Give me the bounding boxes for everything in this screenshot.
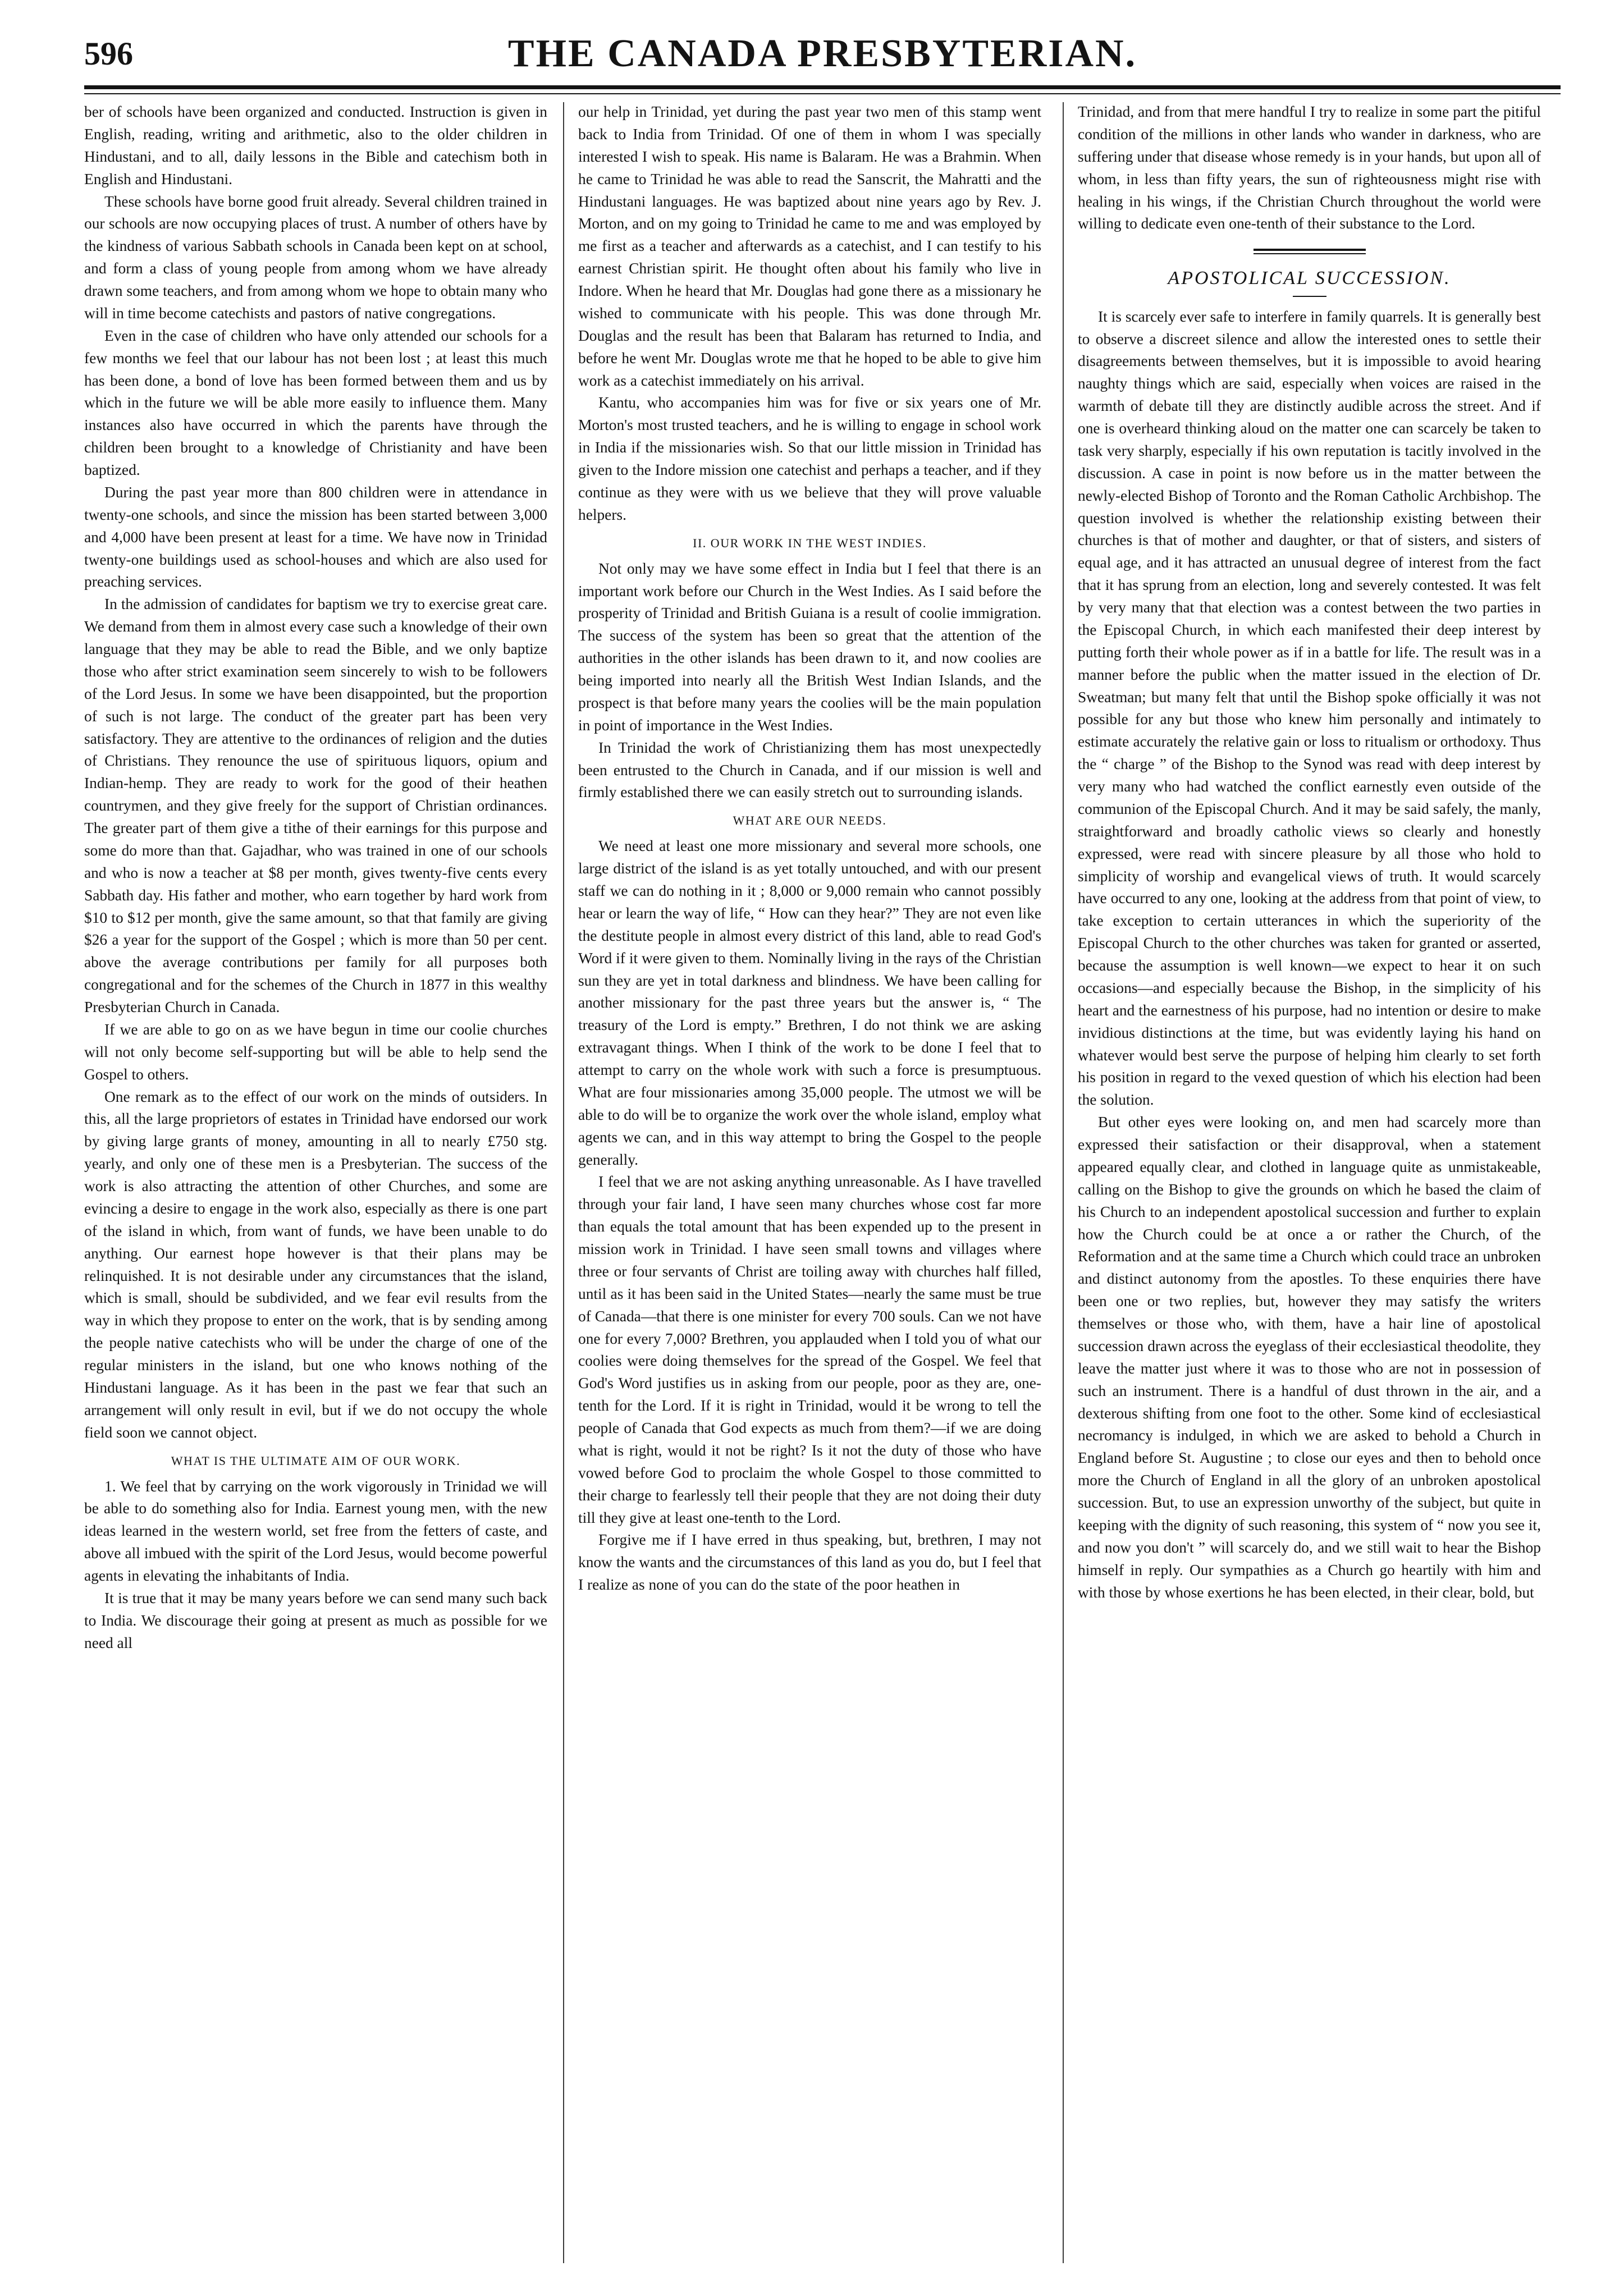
column-divider <box>1063 102 1064 2263</box>
paragraph: Forgive me if I have erred in thus speaking, but, brethren, I may not know the wants and the circumstances of this land as you do, but I feel that I realize as none of you can do the state of the poor heathen in <box>578 1531 1041 1594</box>
paragraph: In the admission of candidates for baptism we try to exercise great care. We demand from them in almost every case such a knowledge of their own language that they may be able to read the Bible, and we only baptize those who after strict examination seem sincerely to wish to be followers of the Lord Jesus. In some we have been disappointed, but the proportion of such is not large. The conduct of the greater part has been very satisfactory. They are attentive to the ordinances of religion and the duties of Christians. They renounce the use of spirituous liquors, opium and Indian-hemp. They are ready to work for the good of their heathen countrymen, and they give freely for the support of Christian ordinances. The greater part of them give a tithe of their earnings for this purpose and some do more than that. Gajadhar, who was trained in one of our schools and who is now a teacher at $8 per month, gives twenty-five cents every Sabbath day. His father and mother, who earn together by hard work from $10 to $12 per month, give the same amount, so that that family are giving $26 a year for the support of the Gospel ; which is more than 50 per cent. above the average contributions per family for all purposes both congregational and for the schemes of the Church in 1877 in this wealthy Presbyterian Church in Canada. <box>84 596 547 1015</box>
masthead-title: THE CANADA PRESBYTERIAN. <box>507 32 1137 75</box>
paragraph: But other eyes were looking on, and men had scarcely more than expressed their satisfaction or their disapproval, when a statement appeared equally clear, and clothed in language quite as unmistakeable, calling on the Bishop to give the grounds on which he based the claim of his Church to an independent apostolical succession and further to explain how the Church could be at once a or rather the Church, of the Reformation and at the same time a Church which could trace an unbroken and distinct autonomy from the apostles. To these enquiries there have been one or two replies, but, however they may satisfy the writers themselves or those who, with them, have a hair line of apostolical succession drawn across the eyeglass of their ecclesiastical theodolite, they leave the matter just where it was to those who are not in possession of such an instrument. There is a handful of dust thrown in the air, and a dexterous shifting from one foot to the other. Some kind of ecclesiastical necromancy is indulged, in which we are asked to behold a Church in England before St. Augustine ; to close our eyes and then to behold once more the Church of England in all the glory of an unbroken apostolical succession. But, to use an expression unworthy of the subject, but quite in keeping with the dignity of such reasoning, this system of “ now you see it, and now you don't ” will scarcely do, and we still wait to hear the Bishop himself in reply. Our sympathies as a Church go heartily with him and with those by whose exertions he has been elected, in their clear, bold, but <box>1078 1114 1541 1601</box>
paragraph: If we are able to go on as we have begun in time our coolie churches will not only become self-supporting but will be able to help send the Gospel to others. <box>84 1020 547 1083</box>
article-title: APOSTOLICAL SUCCESSION. <box>1168 268 1451 289</box>
article-separator-rule <box>1254 253 1366 254</box>
paragraph: During the past year more than 800 children were in attendance in twenty-one schools, and since the mission has been started between 3,000 and 4,000 have been present at least for a time. We have now in Trinidad twenty-one buildings used as school-houses and which are also used for preaching services. <box>84 483 547 590</box>
paragraph: I feel that we are not asking anything unreasonable. As I have travelled through your fair land, I have seen many churches whose cost far more than equals the total amount that has been expended up to the present in mission work in Trinidad. I have seen small towns and villages where three or four servants of Christ are toiling away with churches half filled, until as it has been said in the United States—nearly the same must be true of Canada—that there is one minister for every 700 souls. Can we not have one for every 7,000? Brethren, you applauded when I told you of what our coolies were doing themselves for the spread of the Gospel. We feel that God's Word justifies us in asking from our people, poor as they are, one-tenth for the Lord. If it is right in Trinidad, would it be wrong to tell the people of Canada that God expects as much from them?—if we are doing what is right, would it not be right? Is it not the duty of those who have vowed before God to proclaim the whole Gospel to those committed to their charge to fearlessly tell their people that they are not doing their duty till they give at least one-tenth to the Lord. <box>578 1173 1041 1526</box>
column-1 <box>84 101 547 2268</box>
paragraph: 1. We feel that by carrying on the work vigorously in Trinidad we will be able to do something also for India. Earnest young men, with the new ideas learned in the western world, set free from the fetters of caste, and above all imbued with the spirit of the Lord Jesus, would become powerful agents in elevating the inhabitants of India. <box>84 1477 547 1584</box>
paragraph: Even in the case of children who have only attended our schools for a few months we feel that our labour has not been lost ; at least this much has been done, a bond of love has been formed between them and us by which in the future we will be able more easily to influence them. Many instances also have occurred in which the parents have through the children been brought to a knowledge of Christianity and have been baptized. <box>84 327 547 478</box>
section-heading: WHAT ARE OUR NEEDS. <box>733 813 887 828</box>
masthead-rule-thin <box>84 93 1561 94</box>
title-rule <box>1293 296 1326 297</box>
paragraph: ber of schools have been organized and conducted. Instruction is given in English, reading, writing and arithmetic, also to the older children in Hindustani, and to all, daily lessons in the Bible and catechism both in English and Hindustani. <box>84 103 547 187</box>
paragraph: One remark as to the effect of our work on the minds of outsiders. In this, all the large proprietors of estates in Trinidad have endorsed our work by giving large grants of money, amounting in all to nearly £750 stg. yearly, and only one of these men is a Presbyterian. The success of the work is also attracting the attention of other Churches, and some are evincing a desire to engage in the work also, especially as there is one part of the island in which, from want of funds, we have been unable to do anything. Our earnest hope however is that their plans may be relinquished. It is not desirable under any circumstances that the island, which is small, should be subdivided, and we fear evil results from the way in which they propose to enter on the work, that is by sending among the people native catechists who will be under the charge of one of the regular ministers in the island, but one who knows nothing of the Hindustani language. As it has been in the past we fear that such an arrangement will only result in evil, but if we do not occupy the whole field soon we cannot object. <box>84 1088 547 1441</box>
paragraph: our help in Trinidad, yet during the past year two men of this stamp went back to India from Trinidad. Of one of them in whom I was specially interested I wish to speak. His name is Balaram. He was a Brahmin. When he came to Trinidad he was able to read the Sanscrit, the Mahratti and the Hindustani languages. He was baptized about nine years ago by Rev. J. Morton, and on my going to Trinidad he came to me and was employed by me first as a teacher and afterwards as a catechist, and I can testify to his earnest Christian spirit. He thought often about his family who live in Indore. When he heard that Mr. Douglas had gone there as a missionary he wished to communicate with his people. This was done through Mr. Douglas and the result has been that Balaram has returned to India, and before he went Mr. Douglas wrote me that he hoped to be able to give him work as a catechist immediately on his arrival. <box>578 103 1041 389</box>
paragraph: These schools have borne good fruit already. Several children trained in our schools are now occupying places of trust. A number of others have by the kindness of various Sabbath schools in Canada been kept on at school, and form a class of young people from among whom we have already drawn some teachers, and from among whom we hope to obtain many who will in time become catechists and pastors of native congregations. <box>84 193 547 322</box>
paragraph: Not only may we have some effect in India but I feel that there is an important work before our Church in the West Indies. As I said before the prosperity of Trinidad and British Guiana is a result of coolie immigration. The success of the system has been so great that the attention of the authorities in the other islands has been drawn to it, and now coolies are being imported into nearly all the British West Indian Islands, and the prospect is that before many years the coolies will be the main population in point of importance in the West Indies. <box>578 560 1041 734</box>
column-3 <box>1078 101 1541 2268</box>
paragraph: It is scarcely ever safe to interfere in family quarrels. It is generally best to observe a discreet silence and allow the interested ones to settle their disagreements between themselves, but it is impossible to avoid hearing naughty things which are said, especially when voices are raised in the warmth of debate till they are distinctly audible across the street. And if one is overheard thinking aloud on the matter one can scarcely be taken to task very sharply, especially if his own reputation is tacitly involved in the discussion. A case in point is now before us in the matter between the newly-elected Bishop of Toronto and the Roman Catholic Archbishop. The question involved is whether the relationship existing between their churches is that of mother and daughter, or that of sisters, and sisters of equal age, and it has attracted an unusual degree of interest from the fact that it has sprung from an election, long and severely contested. It was felt by very many that that election was a contest between the two parties in the Episcopal Church, in which each manifested their deep interest by putting forth their whole power as if in a battle for life. The result was in a manner before the public when the matter issued in the election of Dr. Sweatman; but many felt that until the Bishop spoke officially it was not possible for any but those who knew him personally and intimately to estimate accurately the relative gain or loss to ritualism or orthodoxy. Thus the “ charge ” of the Bishop to the Synod was read with deep interest by very many who had watched the conflict earnestly even outside of the communion of the Episcopal Church. And it may be said safely, the manly, straightforward and broadly catholic views so clearly and honestly expressed, were read with sincere pleasure by all those who hold to simplicity of worship and evangelical views of truth. It would scarcely have occurred to any one, looking at the address from that point of view, to take exception to certain utterances in which the superiority of the Episcopal Church to the other churches was taken for granted or asserted, because the assumption is well known—we expect to hear it on such occasions—and especially because the Bishop, in the simplicity of his heart and the earnestness of his purpose, had no intention or desire to make invidious distinctions at the time, but was evidently laying his hand on whatever would best serve the purpose of helping him clearly to set forth his position in regard to the vexed question of which his election had been the solution. <box>1078 308 1541 1109</box>
paragraph: We need at least one more missionary and several more schools, one large district of the island is as yet totally untouched, and with our present staff we can do nothing in it ; 8,000 or 9,000 remain who cannot possibly hear or learn the way of life, “ How can they hear?” They are not even like the destitute people in almost every district of this land, able to read God's Word if it were given to them. Nominally living in the rays of the Christian sun they are yet in total darkness and blindness. We have been calling for another missionary for the past three years but the answer is, “ The treasury of the Lord is empty.” Brethren, I do not think we are asking extravagant things. When I think of the work to be done I feel that to attempt to carry on the whole work with such a force is presumptuous. What are four missionaries among 35,000 people. The utmost we will be able to do will be to organize the work over the whole island, employ what agents we can, and in this way attempt to bring the Gospel to the people generally. <box>578 837 1041 1168</box>
page-header <box>84 29 1561 91</box>
page-number: 596 <box>84 35 133 72</box>
column-2 <box>578 101 1041 2268</box>
paragraph: In Trinidad the work of Christianizing them has most unexpectedly been entrusted to the Church in Canada, and if our mission is well and firmly established there we can easily stretch out to surrounding islands. <box>578 739 1041 801</box>
paragraph: Kantu, who accompanies him was for five or six years one of Mr. Morton's most trusted teachers, and he is willing to engage in school work in India if the missionaries wish. So that our little mission in Trinidad has given to the Indore mission one catechist and perhaps a teacher, and if they continue as they were with us we believe that they will prove valuable helpers. <box>578 394 1041 523</box>
section-heading: WHAT IS THE ULTIMATE AIM OF OUR WORK. <box>171 1453 461 1468</box>
masthead-rule-thick <box>84 85 1561 89</box>
article-separator-rule <box>1254 249 1366 251</box>
section-heading: II. OUR WORK IN THE WEST INDIES. <box>693 535 927 550</box>
column-divider <box>563 102 564 2263</box>
paragraph: It is true that it may be many years before we can send many such back to India. We discourage their going at present as much as possible for we need all <box>84 1589 547 1651</box>
paragraph: Trinidad, and from that mere handful I try to realize in some part the pitiful condition of the millions in other lands who wander in darkness, who are suffering under that disease whose remedy is in your hands, but upon all of whom, in less than fifty years, the sun of righteousness might rise with healing in his wings, if the Christian Church throughout the world were willing to dedicate even one-tenth of their substance to the Lord. <box>1078 103 1541 232</box>
